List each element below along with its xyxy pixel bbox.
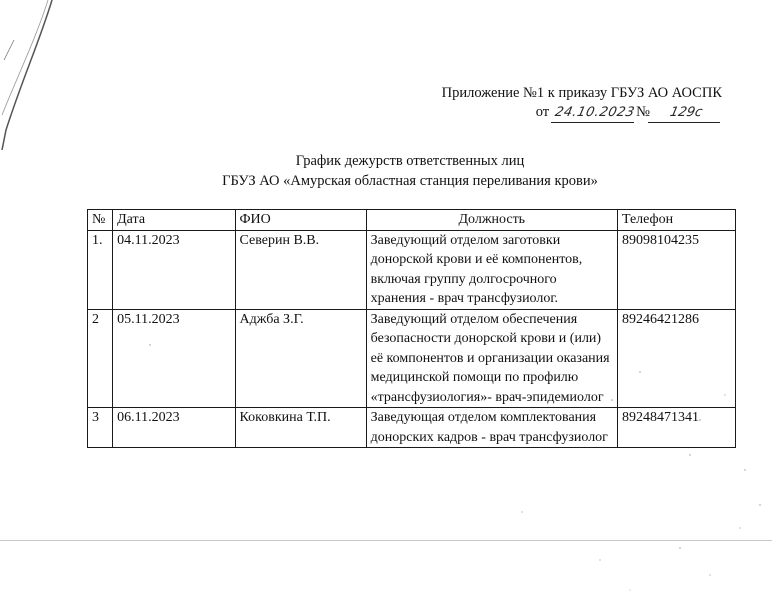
cell-position: Заведующий отделом обеспечения безопасности донорской крови и (или) её компонентов и организации оказания медицинской помощи по профилю «трансфузиология»- врач-эпидемиолог (366, 309, 617, 408)
cell-date: 06.11.2023 (113, 408, 235, 448)
from-label: от (535, 104, 550, 120)
appendix-line: Приложение №1 к приказу ГБУЗ АО АОСПК (441, 85, 722, 101)
table-header-row (88, 210, 736, 231)
cell-num: 2 (88, 309, 113, 408)
cell-num: 1. (88, 230, 113, 309)
order-date-number-line (442, 103, 722, 123)
header-fio: ФИО (235, 210, 366, 231)
table-row (88, 309, 736, 408)
cell-position: Заведующая отделом комплектования донорских кадров - врач трансфузиолог (366, 408, 617, 448)
duty-schedule-table (87, 209, 736, 448)
cell-date: 04.11.2023 (113, 230, 235, 309)
cell-date: 05.11.2023 (113, 309, 235, 408)
cell-phone: 89246421286 (617, 309, 735, 408)
title-line-2: ГБУЗ АО «Амурская областная станция переливания крови» (222, 173, 598, 189)
table-row (88, 230, 736, 309)
cell-phone: 89248471341 (617, 408, 735, 448)
cell-position: Заведующий отделом заготовки донорской крови и её компонентов, включая группу долгосрочного хранения - врач трансфузиолог. (366, 230, 617, 309)
handwritten-date: 24.10.2023 (551, 103, 639, 123)
cell-fio: Коковкина Т.П. (235, 408, 366, 448)
cell-num: 3 (88, 408, 113, 448)
cell-fio: Северин В.В. (235, 230, 366, 309)
header-phone: Телефон (617, 210, 735, 231)
scan-fold-line (0, 540, 772, 541)
header-position: Должность (366, 210, 617, 231)
handwritten-number: 129с (648, 103, 724, 123)
cell-phone: 89098104235 (617, 230, 735, 309)
cell-fio: Аджба З.Г. (235, 309, 366, 408)
document-title (0, 151, 772, 191)
header-num: № (88, 210, 113, 231)
order-reference (442, 84, 722, 123)
title-line-1: График дежурств ответственных лиц (295, 153, 525, 169)
number-label: № (636, 104, 650, 120)
header-date: Дата (113, 210, 235, 231)
table-row (88, 408, 736, 448)
